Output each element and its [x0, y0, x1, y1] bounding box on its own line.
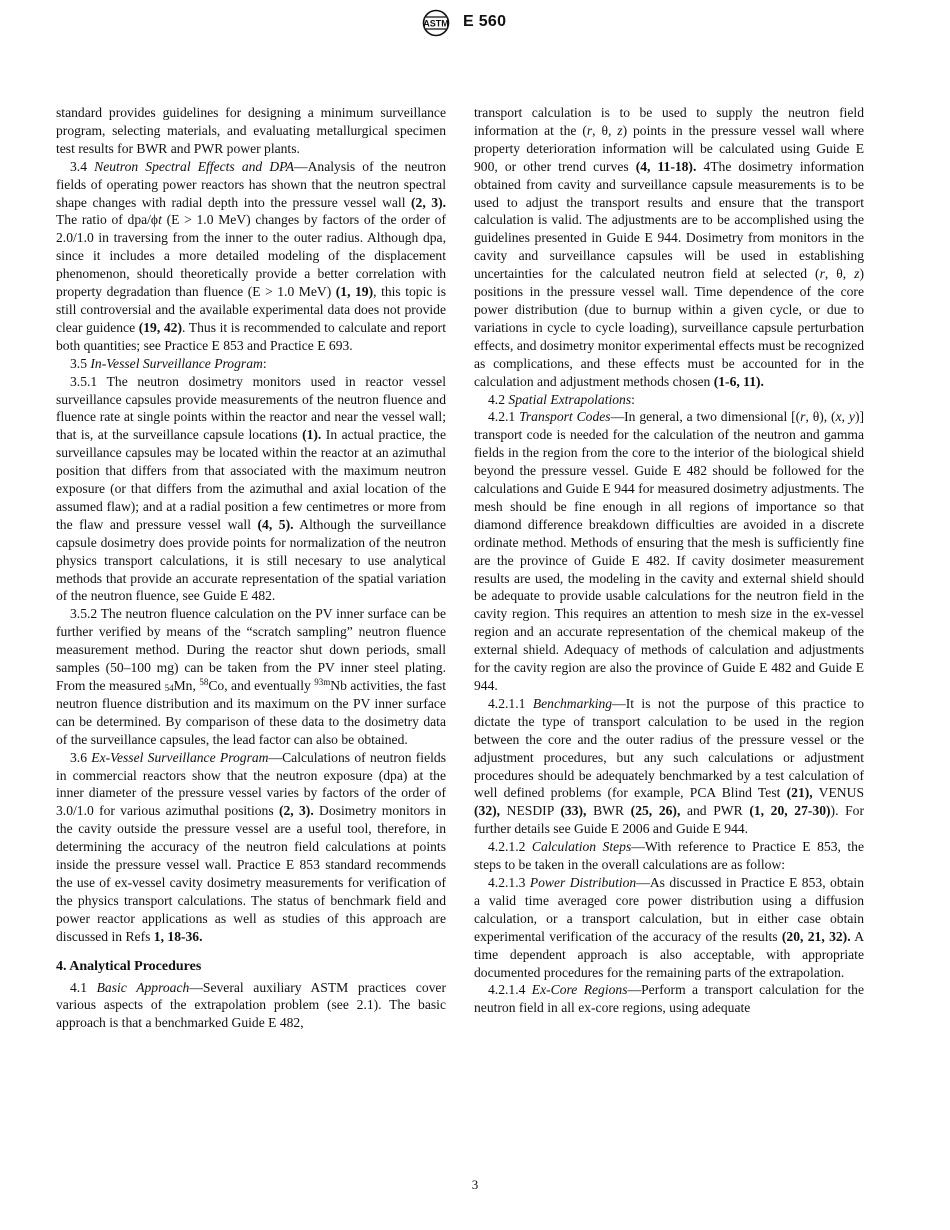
- paragraph-4-2-1-2: 4.2.1.2 Calculation Steps—With reference to Practice E 853, the steps to be taken in the overall calculations are as follow:: [474, 839, 864, 873]
- section-title: Calculation Steps: [531, 839, 632, 855]
- paragraph-4-2-1-1: 4.2.1.1 Benchmarking—It is not the purpose of this practice to dictate the type of transport calculation to be used in the region between the core and the outer radius of the pressure vessel or the adjustment procedures, but any such calculations or adjustment procedures should be adequately benchmarked by a test calculation of well defined problems (for example, PCA Blind Test (21), VENUS (32), NESDIP (33), BWR (25, 26), and PWR (1, 20, 27-30)). For further details see Guide E 2006 and Guide E 944.: [474, 695, 864, 837]
- section-title: Basic Approach: [96, 979, 190, 995]
- paragraph-4-2: 4.2 Spatial Extrapolations:: [488, 391, 635, 407]
- reference: (33),: [560, 803, 587, 819]
- document-number: E 560: [463, 13, 507, 30]
- paragraph-3-5-1: 3.5.1 The neutron dosimetry monitors used in reactor vessel surveillance capsules provide measurements of the neutron fluence and fluence rate at single points within the reactor and near the vessel wall; that is, at the surveillance capsule locations (1). In actual practice, the surveillance capsules may be located within the reactor at an azimuthal position that differs from that associated with the maximum neutron exposure (or that differs from the azimuthal and axial location of the assumed flaw); and at a radial position a few centimetres or more from the flaw and pressure vessel wall (4, 5). Although the surveillance capsule dosimetry does provide points for normalization of the neutron physics transport calculations, it is still necesary to use analytical methods that provide an accurate representation of the spatial variation of the neutron fluence, see Guide E 482.: [56, 373, 446, 604]
- paragraph-4-1-continued: transport calculation is to be used to supply the neutron field information at the (r, θ, z) points in the pressure vessel wall where property deterioration information will be calculated using Guide E 900, or other trend curves (4, 11-18). 4The dosimetry information obtained from cavity and surveillance capsule measurements is to be used to adjust the transport results and ensure that the transport calculation is valid. The adjustments are to be accomplished using the guidelines presented in Guide E 944. Dosimetry from monitors in the cavity and surveillance capsules will be used in establishing uncertainties for the calculated neutron field at selected (r, θ, z) positions in the pressure vessel wall. Time dependence of the core power distribution (due to burnup within a given cycle, or due to variations in cycle to cycle loading), surveillance capsule perturbation effects, and dosimetry monitor experimental effects must be recognized as complications, and these effects must be accounted for in the calculation and adjustment methods chosen (1-6, 11).: [474, 105, 865, 389]
- paragraph-3-3-continued: standard provides guidelines for designing a minimum surveillance program, selecting materials, and evaluating metallurgical specimen test results for BWR and PWR power plants.: [56, 105, 446, 156]
- paragraph-4-2-1: 4.2.1 Transport Codes—In general, a two dimensional [(r, θ), (x, y)] transport code is needed for the calculation of the neutron and gamma fields in the region from the core to the interior of the biological shield beyond the pressure vessel. Guide E 482 should be followed for the calculations and Guide E 944 for measured dosimetry adjustments. The mesh should be fine enough in all regions of importance so that diamond difference breakdown difficulties are avoided in a discrete ordinate method. Methods of ensuring that the mesh is sufficiently fine are the province of Guide E 482. If cavity dosimeter measurement results are used, the modeling in the cavity and external shield should be adequate to provide usable calculations for the neutron field in the cavity region. This requires an attention to mesh size in the ex-vessel region and an accurate representation of the chemical makeup of the external shield. Adequacy of methods of calculation and adjustments for the cavity region are also the province of Guide E 482 and Guide E 944.: [474, 409, 864, 693]
- section-title: Transport Codes: [519, 409, 611, 425]
- astm-logo-icon: [418, 8, 454, 38]
- page-header: [0, 8, 950, 38]
- paragraph-4-2-1-3: 4.2.1.3 Power Distribution—As discussed in Practice E 853, obtain a valid time averaged core power distribution using a diffusion calculation, or a transport calculation, but in either case obtain experimental verification of the accuracy of the results (20, 21, 32). A time dependent approach is also acceptable, with appropriate documented procedures for the remaining parts of the extrapolation.: [474, 874, 865, 980]
- section-title: Spatial Extrapolations: [508, 391, 632, 407]
- paragraph-3-6: 3.6 Ex-Vessel Surveillance Program—Calculations of neutron fields in commercial reactors show that the neutron exposure (dpa) at the inner diameter of the pressure vessel varies by factors of the order of 3.0/1.0 for various azimuthal positions (2, 3). Dosimetry monitors in the cavity outside the pressure vessel are a useful tool, therefore, in determining the accuracy of the neutron field calculations at points inside the pressure vessel wall. Practice E 853 standard recommends the use of ex-vessel cavity dosimetry measurements for verification of the physics transport calculations. The status of benchmark field and power reactor applications as well as studies of this approach are discussed in Refs 1, 18-36.: [56, 749, 447, 944]
- paragraph-3-5: 3.5 In-Vessel Surveillance Program:: [70, 355, 267, 371]
- reference: (32),: [474, 803, 501, 819]
- reference: (1-6, 11).: [713, 373, 764, 389]
- section-heading-4: 4. Analytical Procedures: [56, 958, 202, 974]
- reference: (4, 5).: [257, 516, 294, 532]
- paragraph-4-1: 4.1 Basic Approach—Several auxiliary ASTM practices cover various aspects of the extrapolation problem (see 2.1). The basic approach is that a benchmarked Guide E 482,: [56, 979, 446, 1031]
- paragraph-3-4: 3.4 Neutron Spectral Effects and DPA—Analysis of the neutron fields of operating power reactors has shown that the neutron spectral shape changes with radial depth into the pressure vessel wall (2, 3). The ratio of dpa/ϕt (E > 1.0 MeV) changes by factors of the order of 2.0/1.0 in traversing from the inner to the outer radius. Although dpa, since it includes a more detailed modeling of the displacement phenomenon, should theoretically provide a better correlation with property degradation than fluence (E > 1.0 MeV) (1, 19), this topic is still controversial and the available experimental data does not provide clear guidence (19, 42). Thus it is recommended to calculate and report both quantities; see Practice E 853 and Practice E 693.: [56, 158, 446, 353]
- left-column: [56, 104, 446, 1032]
- reference: (1).: [302, 427, 322, 443]
- right-column: [474, 104, 864, 1017]
- section-title: Benchmarking: [532, 695, 613, 711]
- page-number: 3: [471, 1177, 479, 1192]
- reference: (20, 21, 32).: [781, 928, 851, 944]
- svg-text:ASTM: ASTM: [423, 18, 449, 29]
- section-title: Neutron Spectral Effects and DPA: [94, 158, 295, 174]
- reference: (4, 11-18).: [635, 158, 697, 174]
- reference: (19, 42): [138, 319, 183, 335]
- reference: (25, 26),: [630, 803, 681, 819]
- section-title: In-Vessel Surveillance Program: [90, 355, 263, 371]
- paragraph-3-5-2: 3.5.2 The neutron fluence calculation on the PV inner surface can be further verified by means of the “scratch sampling” neutron fluence measurement method. During the reactor shut down periods, small samples (50–100 mg) can be taken from the PV inner steel plating. From the measured 54Mn, $^{58}$Co, and eventually $^{93m}$Nb activities, the fast neutron fluence distribution and its maximum on the PV inner surface can be determined. By comparison of these data to the dosimetry data of the surveillance capsules, the lead factor can also be obtained.: [56, 606, 446, 747]
- reference: (2, 3).: [278, 803, 314, 819]
- reference: (21),: [786, 785, 813, 801]
- section-title: Ex-Core Regions: [531, 982, 628, 998]
- reference: (1, 19): [335, 284, 374, 300]
- section-title: Power Distribution: [529, 874, 637, 890]
- paragraph-4-2-1-4: 4.2.1.4 Ex-Core Regions—Perform a transport calculation for the neutron field in all ex-core regions, using adequate: [474, 982, 865, 1016]
- reference: 1, 18-36.: [153, 928, 203, 944]
- section-title: Ex-Vessel Surveillance Program: [91, 749, 269, 765]
- reference: (1, 20, 27-30): [749, 803, 831, 819]
- reference: (2, 3).: [411, 194, 446, 210]
